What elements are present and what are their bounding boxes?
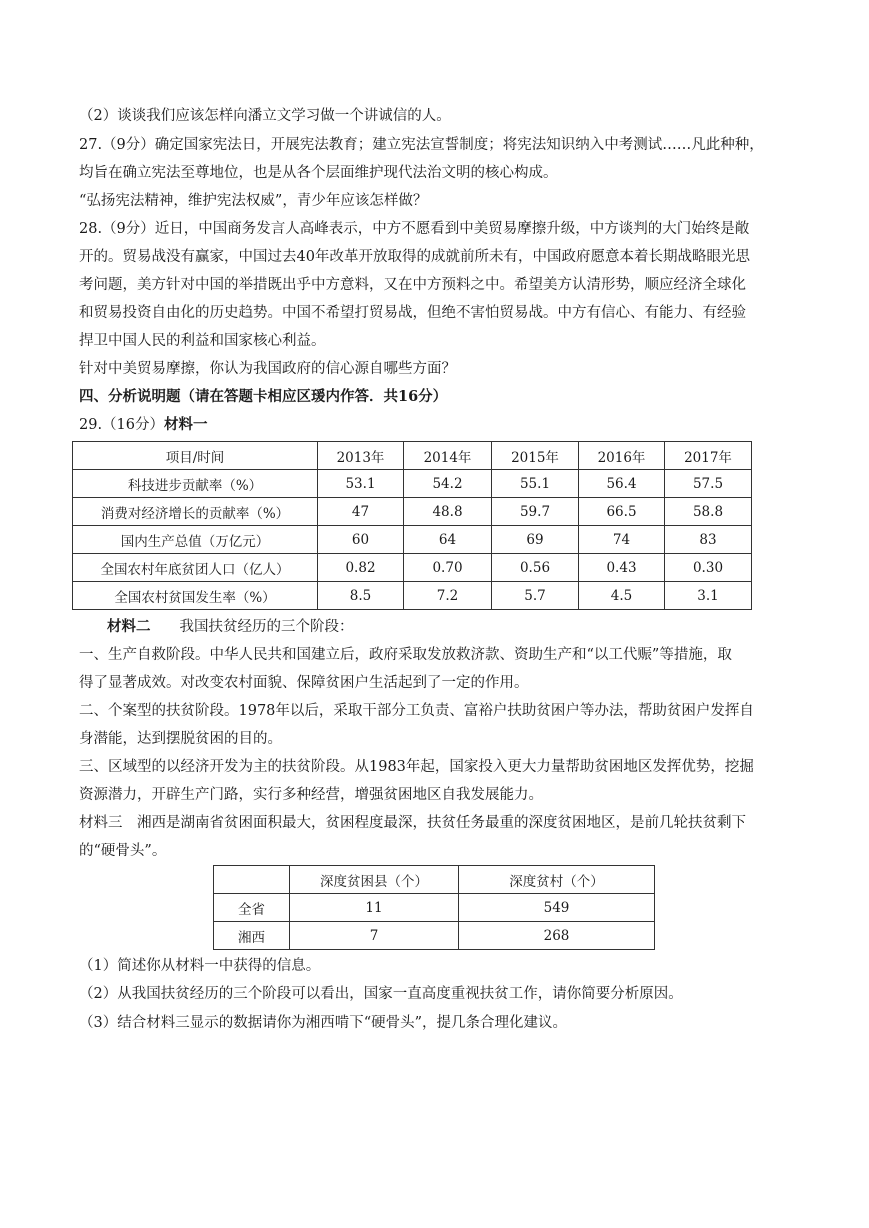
- table-cell: 56.4: [579, 470, 665, 498]
- q27-question: “弘扬宪法精神，维护宪法权威”，青少年应该怎样做？: [79, 193, 428, 209]
- table-header-cell: 项目/时间: [73, 442, 318, 470]
- q28-question: 针对中美贸易摩擦，你认为我国政府的信心源自哪些方面？: [79, 361, 456, 377]
- table-cell: 8.5: [318, 582, 404, 610]
- material-2-title: 我国扶贫经历的三个阶段：: [179, 619, 354, 635]
- table-cell: 0.30: [665, 554, 752, 582]
- table-cell: 全国农村贫国发生率（%）: [73, 582, 318, 610]
- material-3-line-2: 的“硬骨头”。: [79, 843, 167, 859]
- table-header-cell: 2013年: [318, 442, 404, 470]
- section-4-heading: 四、分析说明题（请在答题卡相应区瑗内作答．共16分）: [79, 388, 448, 405]
- table-header-row: [214, 866, 655, 894]
- q28-text-line-2: 开的。贸易战没有赢家，中国过去40年改革开放取得的成就前所未有，中国政府愿意本着长期战略眼光思: [79, 249, 750, 265]
- table-cell: 69: [492, 526, 579, 554]
- table-cell: 0.56: [492, 554, 579, 582]
- table-cell: 268: [459, 922, 655, 950]
- table-cell: 5.7: [492, 582, 579, 610]
- table-cell: 全国农村年底贫团人口（亿人）: [73, 554, 318, 582]
- table-cell: 54.2: [404, 470, 492, 498]
- table-cell: 7.2: [404, 582, 492, 610]
- table-header-cell: 2015年: [492, 442, 579, 470]
- table-header-cell: 2017年: [665, 442, 752, 470]
- table-cell: 国内生产总值（万亿元）: [73, 526, 318, 554]
- q27-text-line-1: 27.（9分）确定国家宪法日，开展宪法教育；建立宪法宣誓制度；将宪法知识纳入中考测试……凡此种种，: [79, 137, 764, 153]
- material-2-heading: [107, 617, 822, 637]
- table-cell: 549: [459, 894, 655, 922]
- q28-text-line-4: 和贸易投资自由化的历史趋势。中国不希望打贸易战，但绝不害怕贸易战。中方有信心、有能力、有经验: [79, 305, 746, 321]
- table-header-cell: [214, 866, 290, 894]
- table-cell: 83: [665, 526, 752, 554]
- material-2-stage-1-line-1: 一、生产自救阶段。中华人民共和国建立后，政府采取发放救济款、资助生产和“以工代赈”等措施，取: [79, 647, 732, 663]
- table-row: [73, 582, 752, 610]
- material-1-table: [72, 441, 752, 610]
- table-row: [214, 894, 655, 922]
- q28-text-line-3: 考问题，美方针对中国的举措既出乎中方意料，又在中方预料之中。希望美方认清形势，顺应经济全球化: [79, 277, 746, 293]
- table-header-cell: 深度贫村（个）: [459, 866, 655, 894]
- table-header-row: [73, 442, 752, 470]
- material-2-stage-2-line-1: 二、个案型的扶贫阶段。1978年以后，采取干部分工负责、富裕户扶助贫困户等办法，帮助贫困户发挥自: [79, 703, 754, 719]
- material-1-label: 材料一: [164, 416, 208, 433]
- table-cell: 47: [318, 498, 404, 526]
- table-cell: 66.5: [579, 498, 665, 526]
- table-cell: 0.82: [318, 554, 404, 582]
- table-row: [214, 922, 655, 950]
- material-2-stage-3-line-2: 资源潜力，开辟生产门路，实行多种经营，增强贫困地区自我发展能力。: [79, 787, 543, 803]
- table-header-cell: 深度贫困县（个）: [290, 866, 459, 894]
- table-cell: 7: [290, 922, 459, 950]
- table-cell: 消费对经济增长的贡献率（%）: [73, 498, 318, 526]
- table-header-cell: 2016年: [579, 442, 665, 470]
- q27-text-line-2: 均旨在确立宪法至尊地位，也是从各个层面维护现代法治文明的核心构成。: [79, 165, 558, 181]
- table-cell: 74: [579, 526, 665, 554]
- material-2-stage-3-line-1: 三、区域型的以经济开发为主的扶贫阶段。从1983年起，国家投入更大力量帮助贫困地区发挥优势，挖掘: [79, 759, 754, 775]
- q26-subquestion-2: （2）谈谈我们应该怎样向潘立文学习做一个讲诚信的人。: [79, 108, 451, 124]
- table-header-cell: 2014年: [404, 442, 492, 470]
- table-cell: 64: [404, 526, 492, 554]
- table-row: [73, 554, 752, 582]
- table-cell: 11: [290, 894, 459, 922]
- table-row: [73, 526, 752, 554]
- material-2-label: 材料二: [107, 618, 151, 635]
- table-cell: 0.70: [404, 554, 492, 582]
- material-3-line-1: 材料三 湘西是湖南省贫困面积最大，贫困程度最深，扶贫任务最重的深度贫困地区，是前几轮扶贫剩下: [79, 815, 746, 831]
- table-row: [73, 498, 752, 526]
- table-cell: 53.1: [318, 470, 404, 498]
- table-row: [73, 470, 752, 498]
- q29-prefix: 29.（16分）: [79, 417, 165, 433]
- table-cell: 58.8: [665, 498, 752, 526]
- q29-subquestion-3: （3）结合材料三显示的数据请你为湘西啃下“硬骨头”，提几条合理化建议。: [79, 1015, 568, 1031]
- material-3-table: [213, 865, 655, 950]
- table-cell: 48.8: [404, 498, 492, 526]
- q29-subquestion-2: （2）从我国扶贫经历的三个阶段可以看出，国家一直高度重视扶贫工作，请你简要分析原因。: [79, 986, 683, 1002]
- table-cell: 57.5: [665, 470, 752, 498]
- table-cell: 60: [318, 526, 404, 554]
- table-cell: 全省: [214, 894, 290, 922]
- table-cell: 4.5: [579, 582, 665, 610]
- material-2-stage-2-line-2: 身潜能，达到摆脱贫困的目的。: [79, 731, 282, 747]
- material-2-stage-1-line-2: 得了显著成效。对改变农村面貌、保障贫困户生活起到了一定的作用。: [79, 675, 529, 691]
- table-cell: 55.1: [492, 470, 579, 498]
- table-cell: 湘西: [214, 922, 290, 950]
- q28-text-line-1: 28.（9分）近日，中国商务发言人高峰表示，中方不愿看到中美贸易摩擦升级，中方谈判的大门始终是敞: [79, 221, 750, 237]
- table-cell: 0.43: [579, 554, 665, 582]
- q29-subquestion-1: （1）简述你从材料一中获得的信息。: [79, 958, 321, 974]
- table-cell: 3.1: [665, 582, 752, 610]
- table-cell: 科技进步贡献率（%）: [73, 470, 318, 498]
- table-cell: 59.7: [492, 498, 579, 526]
- q29-heading: [79, 415, 794, 435]
- q28-text-line-5: 捍卫中国人民的利益和国家核心利益。: [79, 333, 326, 349]
